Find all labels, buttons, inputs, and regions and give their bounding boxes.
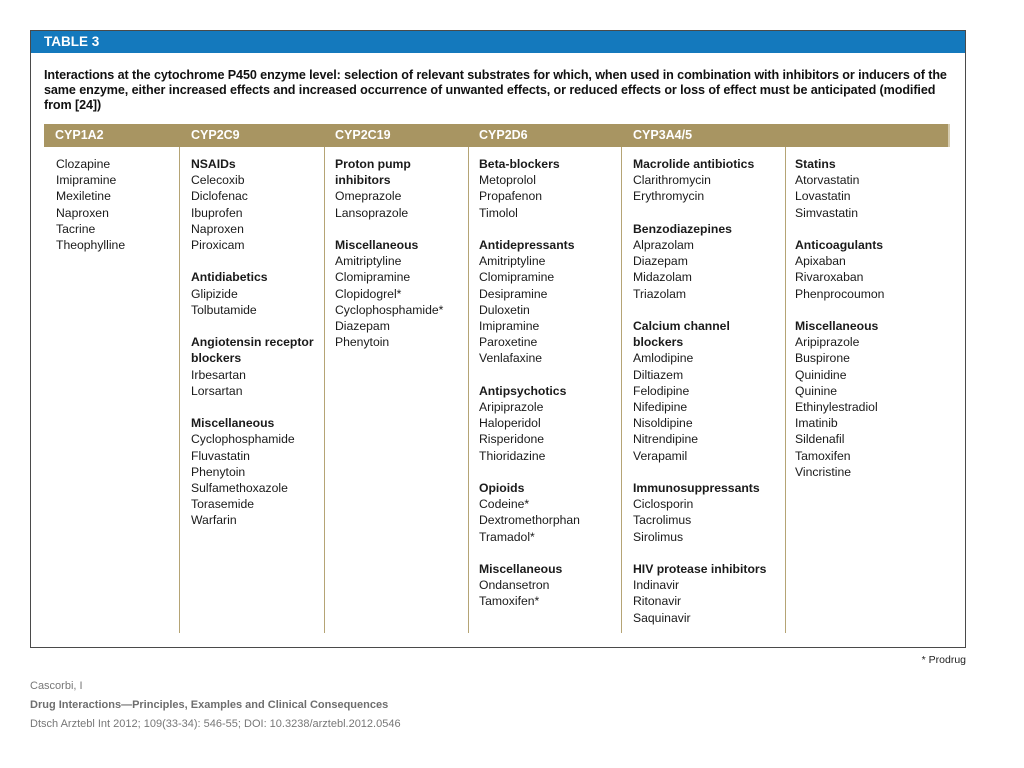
drug-item: Naproxen	[56, 205, 109, 220]
drug-item: Phenprocoumon	[795, 286, 885, 301]
drug-item: Metoprolol	[479, 173, 536, 188]
column-cyp1a2	[56, 156, 125, 269]
drug-item: Simvastatin	[795, 205, 858, 220]
table-caption: Interactions at the cytochrome P450 enzyme level: selection of relevant substrates for which, when used in combination with inhibitors or inducers of the same enzyme, either increased effects and increased occurrence of unwanted effects, or reduced effects or loss of effect must be anticipated (modified from [24])	[44, 68, 947, 112]
column-divider	[179, 147, 180, 633]
drug-item: Nifedipine	[633, 400, 688, 415]
footnote-prodrug: * Prodrug	[921, 654, 966, 666]
column-divider	[324, 147, 325, 633]
drug-item: Clomipramine	[479, 270, 555, 285]
header-cyp2c19: CYP2C19	[335, 128, 391, 142]
column-divider	[621, 147, 622, 633]
drug-group	[191, 334, 314, 399]
drug-item: Phenytoin	[191, 464, 246, 479]
drug-group	[191, 156, 314, 253]
drug-item: Omeprazole	[335, 189, 402, 204]
drug-item: Amitriptyline	[335, 254, 402, 269]
drug-item: Amitriptyline	[479, 254, 546, 269]
citation-reference: Dtsch Arztebl Int 2012; 109(33-34): 546-55; DOI: 10.3238/arztebl.2012.0546	[30, 718, 401, 730]
drug-group	[633, 561, 766, 626]
drug-group	[479, 156, 580, 221]
drug-group-title: Miscellaneous	[335, 238, 419, 252]
citation-author: Cascorbi, I	[30, 680, 83, 692]
column-cyp3a4-5	[633, 156, 766, 642]
drug-item: Phenytoin	[335, 335, 390, 350]
drug-item: Atorvastatin	[795, 173, 860, 188]
drug-group-title: Statins	[795, 157, 836, 171]
drug-group	[479, 561, 580, 610]
drug-item: Sildenafil	[795, 432, 845, 447]
drug-item: Imatinib	[795, 416, 838, 431]
drug-group-title: Proton pump inhibitors	[335, 157, 411, 188]
drug-group-title: Antidiabetics	[191, 270, 268, 285]
drug-item: Mexiletine	[56, 189, 111, 204]
drug-item: Tacrine	[56, 221, 96, 236]
drug-item: Tamoxifen*	[479, 594, 540, 609]
drug-item: Cyclophosphamide*	[335, 302, 444, 317]
header-cyp1a2: CYP1A2	[55, 128, 104, 142]
drug-item: Lansoprazole	[335, 205, 409, 220]
drug-item: Irbesartan	[191, 367, 246, 382]
drug-group	[633, 221, 766, 302]
drug-group-title: Immunosuppressants	[633, 481, 760, 496]
drug-item: Ondansetron	[479, 578, 550, 593]
drug-item: Ibuprofen	[191, 205, 243, 220]
drug-item: Imipramine	[56, 173, 117, 188]
drug-group	[191, 269, 314, 318]
drug-item: Apixaban	[795, 254, 846, 269]
drug-item: Dextromethorphan	[479, 513, 580, 528]
drug-group	[633, 156, 766, 205]
drug-item: Clopidogrel*	[335, 286, 402, 301]
drug-item: Clozapine	[56, 157, 111, 171]
drug-item: Rivaroxaban	[795, 270, 864, 285]
drug-item: Fluvastatin	[191, 448, 250, 463]
drug-item: Ethinylestradiol	[795, 400, 878, 415]
drug-item: Codeine*	[479, 497, 530, 512]
drug-group-title: HIV protease inhibitors	[633, 562, 767, 577]
column-divider	[785, 147, 786, 633]
drug-item: Ciclosporin	[633, 497, 694, 512]
header-cyp2d6: CYP2D6	[479, 128, 528, 142]
drug-group	[191, 415, 314, 528]
drug-group-title: Antidepressants	[479, 238, 575, 252]
drug-group-title: Antipsychotics	[479, 383, 567, 398]
header-cyp2c9: CYP2C9	[191, 128, 240, 142]
drug-item: Quinine	[795, 383, 838, 398]
drug-group	[795, 156, 884, 221]
drug-group	[633, 318, 766, 464]
drug-item: Nitrendipine	[633, 432, 699, 447]
drug-item: Amlodipine	[633, 351, 694, 366]
column-divider	[468, 147, 469, 633]
drug-item: Naproxen	[191, 221, 244, 236]
drug-item: Glipizide	[191, 286, 238, 301]
column-cyp3a4-5-continued	[795, 156, 884, 496]
drug-item: Tacrolimus	[633, 513, 692, 528]
drug-item: Ritonavir	[633, 594, 682, 609]
drug-item: Clarithromycin	[633, 173, 711, 188]
drug-item: Nisoldipine	[633, 416, 693, 431]
drug-item: Diclofenac	[191, 189, 248, 204]
drug-group	[56, 156, 125, 253]
drug-item: Celecoxib	[191, 173, 245, 188]
drug-item: Indinavir	[633, 578, 680, 593]
drug-item: Diazepam	[633, 254, 688, 269]
drug-item: Propafenon	[479, 189, 543, 204]
drug-item: Torasemide	[191, 497, 254, 512]
drug-group-title: Beta-blockers	[479, 157, 560, 171]
table-header-row	[44, 124, 950, 147]
drug-item: Buspirone	[795, 351, 850, 366]
drug-item: Diltiazem	[633, 367, 684, 382]
drug-group	[795, 318, 884, 480]
drug-item: Felodipine	[633, 383, 690, 398]
citation-title: Drug Interactions—Principles, Examples and Clinical Consequences	[30, 699, 389, 711]
drug-group-title: Opioids	[479, 481, 525, 496]
table-label: TABLE 3	[31, 31, 965, 53]
drug-group-title: Miscellaneous	[191, 416, 275, 431]
drug-group	[479, 237, 580, 367]
drug-group	[335, 156, 443, 221]
drug-item: Duloxetin	[479, 302, 530, 317]
drug-item: Imipramine	[479, 319, 540, 334]
drug-item: Verapamil	[633, 448, 688, 463]
drug-item: Triazolam	[633, 286, 687, 301]
drug-item: Saquinavir	[633, 610, 691, 625]
drug-group-title: Anticoagulants	[795, 238, 884, 252]
drug-group	[795, 237, 884, 302]
column-cyp2c9	[191, 156, 314, 545]
drug-item: Warfarin	[191, 513, 237, 528]
drug-group	[335, 237, 443, 350]
drug-item: Timolol	[479, 205, 518, 220]
drug-item: Paroxetine	[479, 335, 538, 350]
drug-item: Tamoxifen	[795, 448, 851, 463]
drug-item: Quinidine	[795, 367, 847, 382]
header-cyp3a4-5: CYP3A4/5	[633, 128, 693, 142]
drug-group-title: Benzodiazepines	[633, 221, 732, 236]
drug-item: Tolbutamide	[191, 302, 257, 317]
drug-item: Lovastatin	[795, 189, 851, 204]
drug-item: Erythromycin	[633, 189, 705, 204]
column-cyp2d6	[479, 156, 580, 626]
drug-item: Cyclophosphamide	[191, 432, 295, 447]
drug-item: Diazepam	[335, 319, 390, 334]
drug-item: Tramadol*	[479, 529, 535, 544]
drug-item: Sulfamethoxazole	[191, 481, 288, 496]
drug-item: Thioridazine	[479, 448, 546, 463]
table-3	[30, 30, 966, 648]
drug-item: Alprazolam	[633, 238, 694, 252]
drug-item: Aripiprazole	[795, 335, 860, 350]
drug-group	[479, 480, 580, 545]
drug-item: Clomipramine	[335, 270, 411, 285]
drug-item: Piroxicam	[191, 238, 245, 253]
drug-item: Venlafaxine	[479, 351, 543, 366]
drug-group-title: NSAIDs	[191, 157, 236, 171]
drug-group-title: Miscellaneous	[479, 562, 563, 577]
drug-item: Sirolimus	[633, 529, 684, 544]
drug-item: Aripiprazole	[479, 400, 544, 415]
drug-item: Haloperidol	[479, 416, 541, 431]
drug-item: Midazolam	[633, 270, 692, 285]
drug-item: Theophylline	[56, 238, 126, 253]
drug-group	[479, 383, 580, 464]
drug-item: Lorsartan	[191, 383, 243, 398]
column-cyp2c19	[335, 156, 443, 367]
drug-item: Desipramine	[479, 286, 548, 301]
drug-group	[633, 480, 766, 545]
drug-group-title: Macrolide antibiotics	[633, 157, 755, 171]
drug-item: Vincristine	[795, 464, 851, 479]
drug-group-title: Calcium channel blockers	[633, 319, 730, 350]
drug-group-title: Miscellaneous	[795, 319, 879, 333]
drug-item: Risperidone	[479, 432, 545, 447]
drug-group-title: Angiotensin receptor blockers	[191, 335, 314, 366]
